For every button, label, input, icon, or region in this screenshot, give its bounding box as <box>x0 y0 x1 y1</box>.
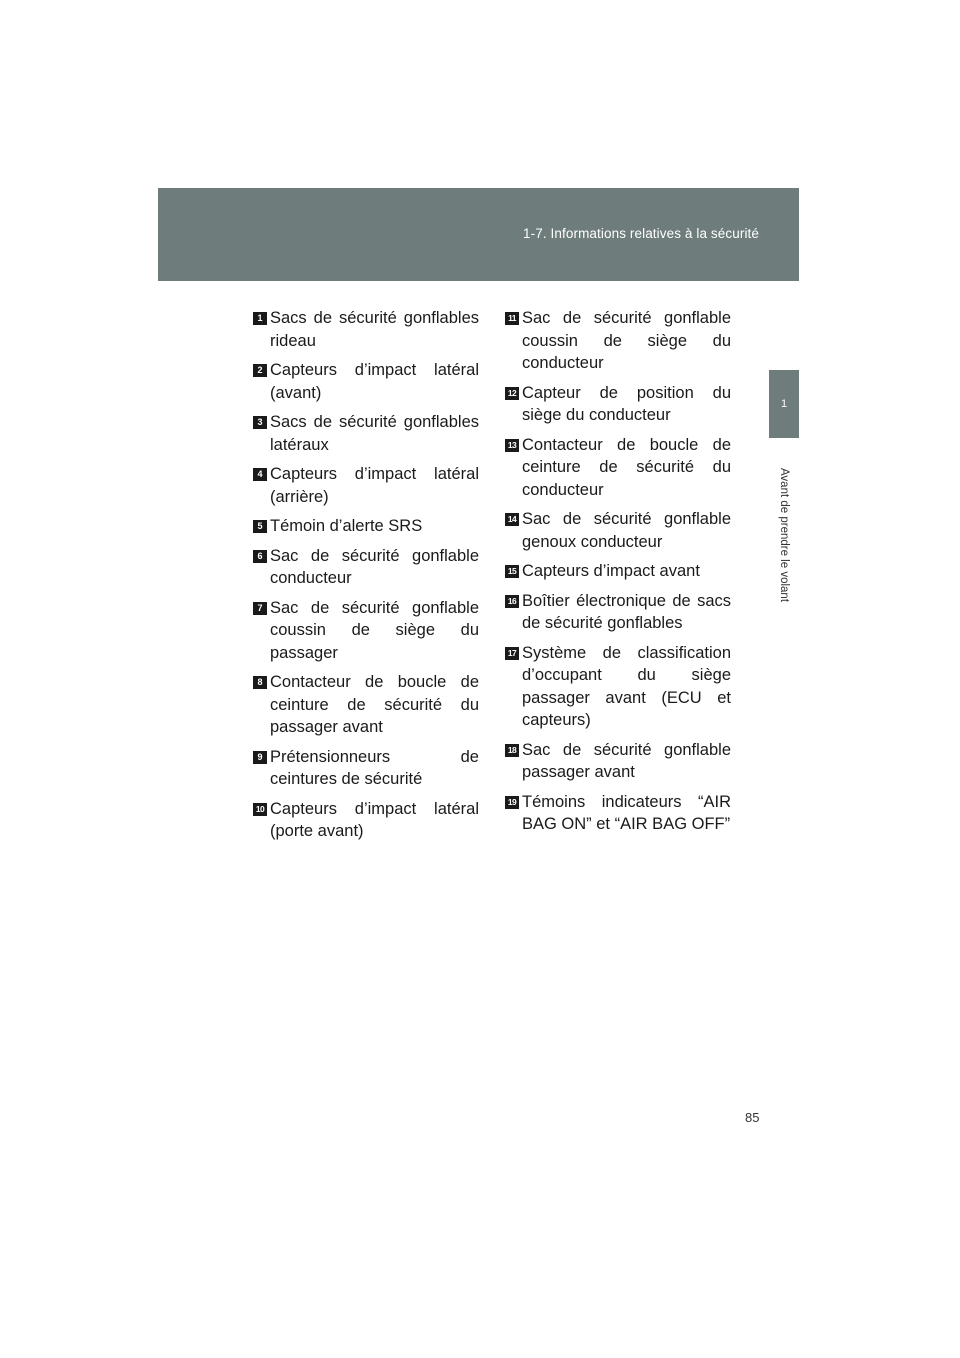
item-text: Témoin d’alerte SRS <box>270 517 423 535</box>
legend-item <box>253 515 479 538</box>
item-number-badge: 13 <box>505 439 519 452</box>
item-text: Contacteur de boucle de ceinture de sécurité du passager avant <box>270 673 479 736</box>
item-text: Capteur de position du siège du conducteur <box>522 383 731 424</box>
item-number-badge: 16 <box>505 595 519 608</box>
item-text: Témoins indicateurs “AIR BAG ON” et “AIR BAG OFF” <box>522 792 731 833</box>
chapter-label: Avant de prendre le volant <box>778 467 790 603</box>
item-text: Prétensionneurs de ceintures de sécurité <box>270 747 479 788</box>
item-text: Capteurs d’impact latéral (arrière) <box>270 465 479 506</box>
legend-item <box>253 746 479 791</box>
legend-item <box>505 382 731 427</box>
item-text: Sac de sécurité gonflable conducteur <box>270 546 479 587</box>
item-number-badge: 17 <box>505 647 519 660</box>
item-number-badge: 9 <box>253 751 267 764</box>
item-number-badge: 2 <box>253 364 267 377</box>
item-text: Sac de sécurité gonflable passager avant <box>522 740 731 781</box>
item-number-badge: 18 <box>505 744 519 757</box>
item-text: Boîtier électronique de sacs de sécurité gonflables <box>522 591 731 632</box>
item-number-badge: 15 <box>505 565 519 578</box>
legend-item <box>505 508 731 553</box>
legend-column-left <box>253 307 479 850</box>
section-title: 1-7. Informations relatives à la sécurité <box>523 226 759 241</box>
legend-item <box>253 359 479 404</box>
item-text: Système de classification d’occupant du siège passager avant (ECU et capteurs) <box>522 643 731 729</box>
legend-item <box>253 307 479 352</box>
section-header <box>158 188 799 281</box>
legend-item <box>505 739 731 784</box>
item-text: Sacs de sécurité gonflables latéraux <box>270 413 479 454</box>
item-text: Contacteur de boucle de ceinture de sécurité du conducteur <box>522 435 731 499</box>
item-text: Sac de sécurité gonflable genoux conducteur <box>522 510 731 551</box>
legend-item <box>253 671 479 739</box>
legend-item <box>505 560 731 583</box>
item-text: Capteurs d’impact latéral (porte avant) <box>270 799 479 840</box>
item-number-badge: 14 <box>505 513 519 526</box>
legend-item <box>505 590 731 635</box>
legend-item <box>253 463 479 508</box>
legend-item <box>505 434 731 502</box>
item-number-badge: 12 <box>505 387 519 400</box>
item-number-badge: 10 <box>253 803 267 816</box>
legend-item <box>253 798 479 843</box>
item-text: Sac de sécurité gonflable coussin de siège du conducteur <box>522 309 731 372</box>
item-number-badge: 5 <box>253 520 267 533</box>
chapter-number: 1 <box>780 398 788 410</box>
item-number-badge: 11 <box>505 312 519 325</box>
item-number-badge: 6 <box>253 550 267 563</box>
legend-item <box>253 597 479 665</box>
legend-item <box>505 642 731 732</box>
item-text: Capteurs d’impact avant <box>522 562 700 580</box>
page-number: 85 <box>745 1110 760 1125</box>
item-text: Capteurs d’impact latéral (avant) <box>270 361 479 402</box>
legend-column-right <box>505 307 731 843</box>
item-number-badge: 3 <box>253 416 267 429</box>
item-number-badge: 1 <box>253 312 267 325</box>
item-text: Sacs de sécurité gonflables rideau <box>270 309 479 350</box>
item-number-badge: 4 <box>253 468 267 481</box>
legend-item <box>253 545 479 590</box>
item-number-badge: 7 <box>253 602 267 615</box>
legend-item <box>505 307 731 375</box>
legend-item <box>253 411 479 456</box>
legend-item <box>505 791 731 836</box>
item-number-badge: 19 <box>505 796 519 809</box>
item-number-badge: 8 <box>253 676 267 689</box>
item-text: Sac de sécurité gonflable coussin de siège du passager <box>270 598 479 662</box>
